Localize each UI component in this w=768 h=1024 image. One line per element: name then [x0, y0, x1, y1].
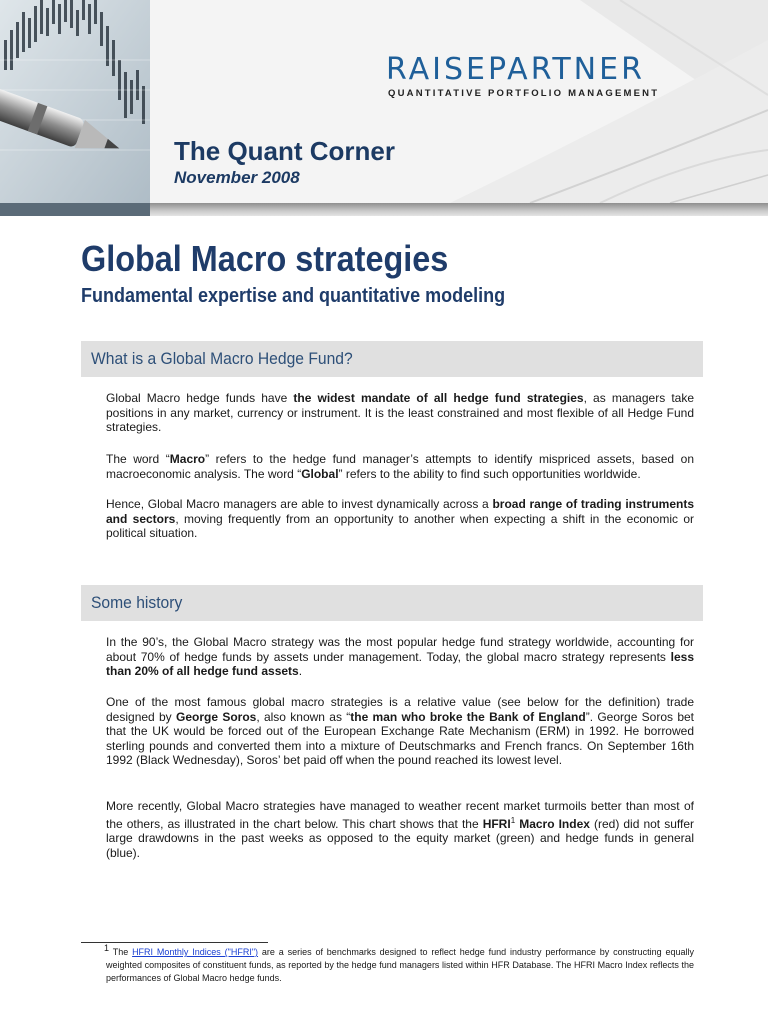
text-run: The word “ [106, 452, 170, 466]
text-run: . [298, 664, 303, 679]
paragraph [106, 695, 694, 768]
brand-tagline: QUANTITATIVE PORTFOLIO MANAGEMENT [388, 88, 660, 99]
newsletter-date: November 2008 [174, 168, 300, 187]
text-run: , also known as “ [256, 709, 351, 724]
text-run: Global Macro hedge funds have [106, 391, 294, 405]
article-subtitle: Fundamental expertise and quantitative modeling [81, 285, 506, 307]
footnote-reference: 1 [510, 815, 516, 825]
bold-text: Macro Index [515, 816, 590, 831]
section-heading-what-is-global-macro [81, 341, 703, 377]
article-title: Global Macro strategies [81, 238, 449, 279]
text-run: (red) did not suffer large drawdowns in the past weeks as opposed to the equity market (green) and hedge funds in general (blue). [106, 816, 694, 860]
section-heading-text: Some history [91, 593, 183, 612]
bold-text: less than 20% of all hedge fund assets [106, 649, 694, 679]
banner-bottom-stripe-left [0, 203, 150, 216]
bold-text: Macro [169, 452, 206, 466]
paragraph [106, 635, 694, 679]
paragraph [106, 391, 694, 435]
header-banner [0, 0, 768, 216]
paragraph [106, 452, 694, 481]
text-run: More recently, Global Macro strategies have managed to weather recent market turmoils better than most of the others, as illustrated in the chart below. This chart shows that the [106, 799, 694, 831]
brand-name: RAISEPARTNER [386, 52, 645, 87]
hfri-indices-link[interactable]: HFRI Monthly Indices ("HFRI") [132, 947, 259, 957]
text-run: , moving frequently from an opportunity to another when expecting a shift in the economic or political situation. [106, 511, 694, 541]
bold-text: the man who broke the Bank of England [350, 709, 586, 724]
paragraph [106, 799, 694, 860]
bold-text: the widest mandate of all hedge fund strategies [293, 391, 584, 405]
text-run: ”. George Soros bet that the UK would be forced out of the European Exchange Rate Mechanism (ERM) in 1992. He borrowed sterling pounds and converted them into a mixture of Deutschmarks and French francs. On September 16th 1992 (Black Wednesday), Soros’ bet paid off when the pound reached its lowest level. [106, 709, 695, 768]
bold-text: broad range of trading instruments and sectors [106, 497, 694, 526]
text-run: One of the most famous global macro strategies is a relative value (see below for the definition) trade designed by [106, 695, 694, 724]
bold-text: HFRI [482, 816, 511, 831]
text-run: In the 90’s, the Global Macro strategy was the most popular hedge fund strategy worldwide, accounting for about 70% of hedge funds by assets under management. Today, the global macro strategy represents [106, 635, 694, 664]
footnote-marker: 1 [104, 943, 110, 953]
text-run: Hence, Global Macro managers are able to invest dynamically across a [106, 497, 493, 511]
text-run: ” refers to the ability to find such opportunities worldwide. [338, 466, 641, 481]
bold-text: Global [301, 466, 339, 481]
pen-and-chart-photo [0, 0, 150, 208]
footnote-text: are a series of benchmarks designed to reflect hedge fund industry performance by constructing equally weighted composites of constituent funds, as reported by the hedge fund managers listed within HFR Database. The HFRI Macro Index reflects the performances of Global Macro hedge funds. [106, 947, 694, 983]
text-run: , as managers take positions in any market, currency or instrument. It is the least constrained and most flexible of all Hedge Fund strategies. [106, 391, 694, 435]
newsletter-title: The Quant Corner [174, 136, 396, 166]
section-heading-text: What is a Global Macro Hedge Fund? [91, 349, 353, 368]
footnote [104, 943, 694, 985]
text-run: ” refers to the hedge fund manager’s attempts to identify mispriced assets, based on macroeconomic analysis. The word “ [106, 452, 694, 481]
section-heading-some-history [81, 585, 703, 621]
footnote-lead: The [112, 947, 133, 957]
raisepartner-logo [386, 54, 696, 100]
paragraph [106, 497, 694, 541]
bold-text: George Soros [176, 709, 257, 724]
footnote-separator [81, 942, 268, 943]
